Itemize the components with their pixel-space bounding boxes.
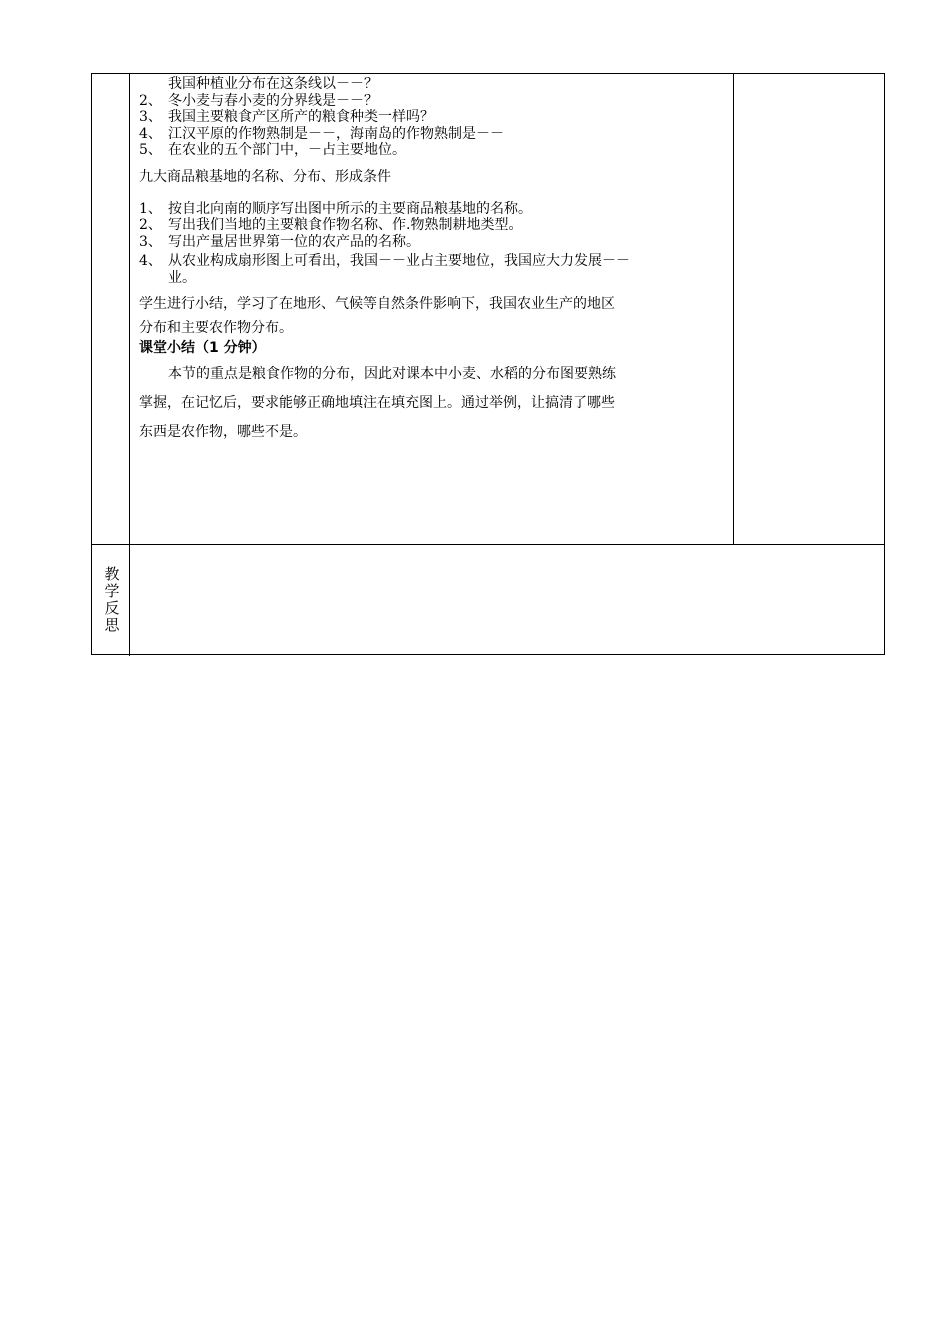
- question-list-b: [139, 201, 729, 287]
- reflection-label-cell: [92, 544, 130, 656]
- main-content-cell: [139, 76, 729, 447]
- list-item: 1、 按自北向南的顺序写出图中所示的主要商品粮基地的名称。: [139, 200, 532, 217]
- student-summary: [139, 290, 729, 338]
- list-item: 2、 写出我们当地的主要粮食作物名称、作.物熟制耕地类型。: [139, 217, 523, 233]
- row-divider: [92, 544, 884, 545]
- list-item: 3、 我国主要粮食产区所产的粮食种类一样吗？: [139, 109, 434, 125]
- class-summary-line: 本节的重点是粮食作物的分布，因此对课本中小麦、水稻的分布图要熟练: [168, 366, 616, 382]
- question-list-a: [139, 76, 729, 159]
- list-item: 4、 江汉平原的作物熟制是－－，海南岛的作物熟制是－－: [139, 125, 504, 142]
- class-summary: [139, 360, 729, 447]
- list-item: 3、 写出产量居世界第一位的农产品的名称。: [139, 233, 420, 250]
- reflection-label: 教学反思: [102, 566, 121, 634]
- list-item: 2、 冬小麦与春小麦的分界线是－－？: [139, 92, 378, 109]
- lesson-plan-table: [91, 73, 885, 655]
- section-title: 九大商品粮基地的名称、分布、形成条件: [139, 168, 391, 185]
- class-summary-line: 掌握，在记忆后，要求能够正确地填注在填充图上。通过举例，让搞清了哪些: [139, 395, 615, 411]
- class-summary-line: 东西是农作物，哪些不是。: [139, 424, 307, 440]
- list-item: 5、 在农业的五个部门中，－占主要地位。: [139, 142, 406, 158]
- column-divider-right: [733, 74, 734, 544]
- list-item: 业。: [168, 269, 196, 286]
- class-summary-heading: 课堂小结（1 分钟）: [139, 340, 266, 356]
- student-summary-line: 学生进行小结，学习了在地形、气候等自然条件影响下，我国农业生产的地区: [139, 296, 615, 312]
- list-item: 4、 从农业构成扇形图上可看出，我国－－业占主要地位，我国应大力发展－－: [139, 253, 630, 269]
- student-summary-line: 分布和主要农作物分布。: [139, 320, 293, 336]
- list-item: 我国种植业分布在这条线以－－？: [168, 76, 378, 92]
